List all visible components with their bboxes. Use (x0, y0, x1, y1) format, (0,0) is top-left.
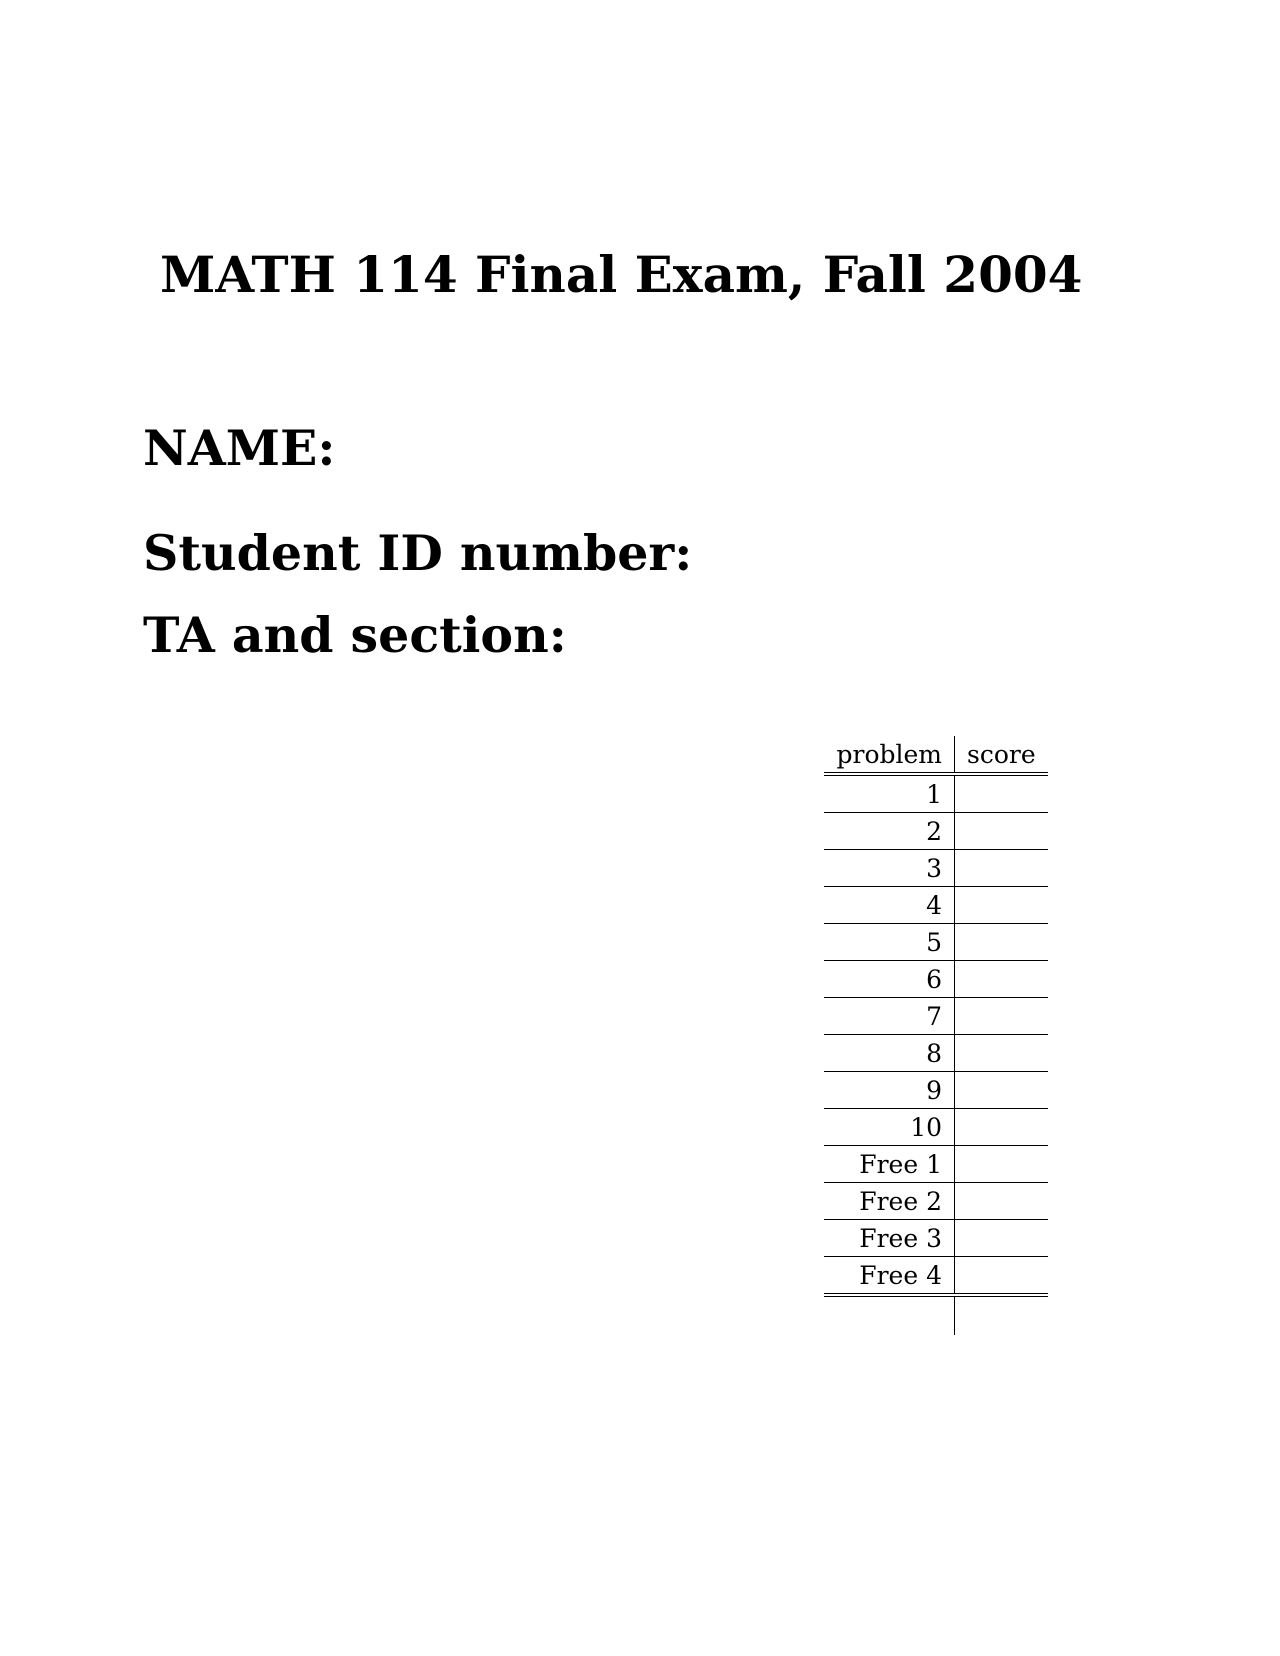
total-score-cell (955, 1295, 1048, 1335)
score-cell (955, 998, 1048, 1035)
table-row (824, 774, 1048, 813)
table-row (824, 1257, 1048, 1296)
problem-label: 2 (824, 813, 955, 850)
score-cell (955, 1257, 1048, 1296)
score-cell (955, 887, 1048, 924)
score-cell (955, 1072, 1048, 1109)
problem-label: Free 3 (824, 1220, 955, 1257)
table-row (824, 1109, 1048, 1146)
student-id-label: Student ID number: (143, 524, 693, 582)
score-cell (955, 1109, 1048, 1146)
name-label: NAME: (143, 419, 336, 477)
table-row (824, 1183, 1048, 1220)
problem-label: 9 (824, 1072, 955, 1109)
total-row (824, 1295, 1048, 1335)
problem-label: 3 (824, 850, 955, 887)
score-column-header: score (955, 736, 1048, 774)
score-cell (955, 1183, 1048, 1220)
total-label-cell (824, 1295, 955, 1335)
score-table (824, 736, 1048, 1335)
score-cell (955, 774, 1048, 813)
table-row (824, 850, 1048, 887)
table-row (824, 1035, 1048, 1072)
problem-label: 6 (824, 961, 955, 998)
table-row (824, 1220, 1048, 1257)
score-cell (955, 924, 1048, 961)
problem-label: Free 4 (824, 1257, 955, 1296)
table-row (824, 1072, 1048, 1109)
problem-label: 1 (824, 774, 955, 813)
table-row (824, 961, 1048, 998)
table-row (824, 813, 1048, 850)
problem-column-header: problem (824, 736, 955, 774)
score-cell (955, 813, 1048, 850)
score-cell (955, 1035, 1048, 1072)
problem-label: 7 (824, 998, 955, 1035)
score-table-header-row (824, 736, 1048, 774)
ta-section-label: TA and section: (143, 606, 567, 664)
score-cell (955, 1220, 1048, 1257)
problem-label: 10 (824, 1109, 955, 1146)
table-row (824, 998, 1048, 1035)
table-row (824, 1146, 1048, 1183)
table-row (824, 924, 1048, 961)
problem-label: Free 1 (824, 1146, 955, 1183)
score-cell (955, 961, 1048, 998)
problem-label: 5 (824, 924, 955, 961)
problem-label: 4 (824, 887, 955, 924)
problem-label: 8 (824, 1035, 955, 1072)
exam-title: MATH 114 Final Exam, Fall 2004 (160, 245, 1083, 304)
score-cell (955, 850, 1048, 887)
problem-label: Free 2 (824, 1183, 955, 1220)
table-row (824, 887, 1048, 924)
score-cell (955, 1146, 1048, 1183)
